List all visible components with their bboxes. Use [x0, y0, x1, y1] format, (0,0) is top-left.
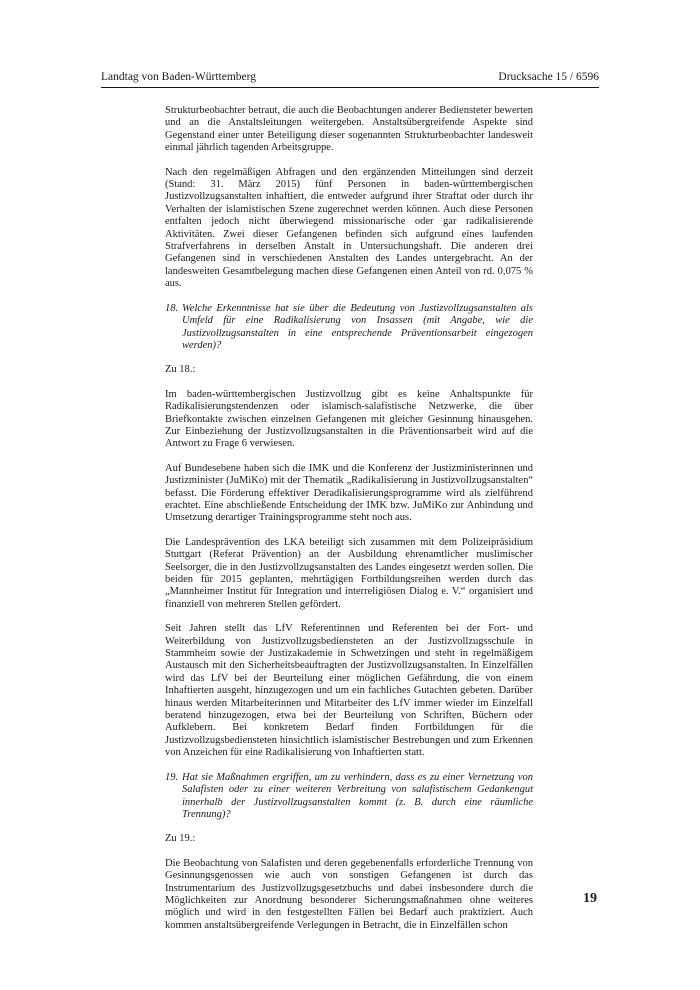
answer-heading-19: Zu 19.: [165, 833, 196, 845]
answer-heading-18: Zu 18.: [165, 364, 196, 376]
question-number: 19. [165, 771, 179, 783]
document-body [165, 105, 533, 932]
page-number: 19 [583, 891, 597, 906]
header-divider [101, 87, 599, 88]
paragraph: Die Landesprävention des LKA beteiligt sich zusammen mit dem Polizeipräsidium Stuttgart (Referat Prävention) an der Ausbildung ehrenamtlicher muslimischer Seelsorger, die in den Justizvollzugsanstalten des Landes eingesetzt werden sollen. Die beiden für 2015 geplanten, mehrtägigen Fortbildungsreihen werden durch das „Mannheimer Institut für Integration und interreligiösen Dialog e. V.“ organisiert und finanziell von mehreren Stellen gefördert. [165, 536, 533, 610]
header-right: Drucksache 15 / 6596 [498, 71, 599, 83]
question-19 [165, 772, 533, 822]
paragraph: Seit Jahren stellt das LfV Referentinnen und Referenten bei der Fort- und Weiterbildung von Justizvollzugsbediensteten an der Justizvollzugsschule in Stammheim sowie der Justizakademie in Schwetzingen und steht in regelmäßigem Austausch mit den Sicherheitsbeauftragten der Justizvollzugsanstalten. In Einzelfällen wird das LfV bei der Beurteilung einer möglichen Gefährdung, die von einem Inhaftierten ausgeht, hinzugezogen und um ein fachliches Gutachten gebeten. Darüber hinaus werden Mitarbeiterinnen und Mitarbeiter des LfV immer wieder im Einzelfall beratend hinzugezogen, etwa bei der Beurteilung von Schriften, Büchern oder Aufklebern. Bei konkretem Bedarf finden Fortbildungen für die Justizvollzugsbediensteten hinsichtlich islamistischer Bestrebungen und zum Erkennen von Anzeichen für eine Radikalisierung von Inhaftierten statt. [165, 623, 533, 759]
paragraph: Die Beobachtung von Salafisten und deren gegebenenfalls erforderliche Trennung von Gesinnungsgenossen wie auch von sonstigen Gefangenen ist durch das Instrumentarium des Justizvollzugsgesetzbuchs und dabei insbesondere durch die Möglichkeiten zur Anordnung besonderer Sicherungsmaßnahmen ohne weiteres möglich und wird in den festgestellten Fällen bei Bedarf auch praktiziert. Auch kommen anstaltsübergreifende Verlegungen in Betracht, die in Einzelfällen schon [165, 857, 533, 931]
question-18 [165, 303, 533, 353]
header-left: Landtag von Baden-Württemberg [101, 71, 256, 83]
question-text: Hat sie Maßnahmen ergriffen, um zu verhindern, dass es zu einer Vernetzung von Salafisten oder zu einer weiteren Verbreitung von salafistischem Gedankengut innerhalb der Justizvollzugsanstalten kommt (z. B. durch eine räumliche Trennung)? [182, 771, 533, 820]
paragraph: Auf Bundesebene haben sich die IMK und die Konferenz der Justizministerinnen und Justizminister (JuMiKo) mit der Thematik „Radikalisierung in Justizvollzugsanstalten“ befasst. Die Förderung effektiver Deradikalisierungsprogramme wird als zielführend erachtet. Eine abschließende Entscheidung der IMK bzw. JuMiKo zur Anbindung und Umsetzung derartiger Trainingsprogramme steht noch aus. [165, 462, 533, 524]
paragraph: Strukturbeobachter betraut, die auch die Beobachtungen anderer Bediensteter bewerten und an die Anstaltsleitungen weitergeben. Anstaltsübergreifende Aspekte sind Gegenstand einer unter Beteiligung dieser sogenannten Strukturbeobachter landesweit einmal jährlich tagenden Arbeitsgruppe. [165, 105, 533, 154]
page-header [101, 70, 599, 84]
question-text: Welche Erkenntnisse hat sie über die Bedeutung von Justizvollzugsanstalten als Umfeld für eine Radikalisierung von Insassen (mit Angabe, wie die Justizvollzugsanstalten in eine entsprechende Präventionsarbeit eingezogen werden)? [182, 302, 533, 351]
paragraph: Im baden-württembergischen Justizvollzug gibt es keine Anhaltspunkte für Radikalisierungstendenzen oder islamisch-salafistische Netzwerke, die über Briefkontakte zwischen einzelnen Gefangenen mit gleicher Gesinnung hinausgehen. Zur Einbeziehung der Justizvollzugsanstalten in die Präventionsarbeit wird auf die Antwort zu Frage 6 verwiesen. [165, 388, 533, 450]
paragraph: Nach den regelmäßigen Abfragen und den ergänzenden Mitteilungen sind derzeit (Stand: 31. März 2015) fünf Personen in baden-württembergischen Justizvollzugsanstalten inhaftiert, die entweder aufgrund ihrer Straftat oder durch ihr Verhalten der islamistischen Szene zugerechnet werden können. Auch diese Personen entfalten jedoch nicht überwiegend missionarische oder gar radikalisierende Aktivitäten. Zwei dieser Gefangenen befinden sich aufgrund eines laufenden Strafverfahrens in derselben Anstalt in Untersuchungshaft. Die anderen drei Gefangenen sind in verschiedenen Anstalten des Landes untergebracht. An der landesweiten Gesamtbelegung machen diese Gefangenen einen Anteil von rd. 0,075 % aus. [165, 166, 533, 290]
question-number: 18. [165, 302, 179, 314]
